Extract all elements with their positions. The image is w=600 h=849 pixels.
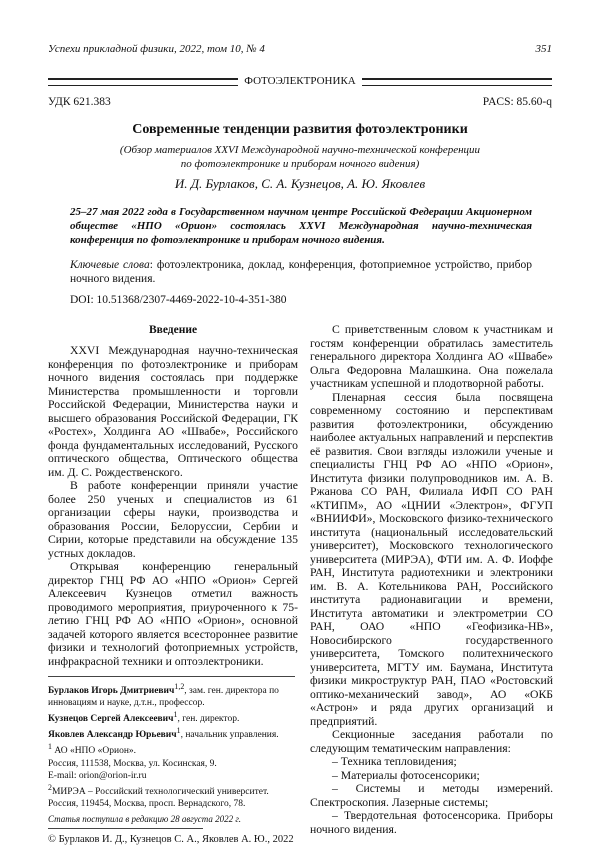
affiliation-address: Россия, 119454, Москва, просп. Вернадского, 78. [48,798,304,810]
topic-item: – Системы и методы измерений. Спектроскопия. Лазерные системы; [310,782,553,809]
keywords [70,258,532,286]
page-number: 351 [536,43,553,55]
intro-heading: Введение [48,323,298,337]
udc-code: УДК 621.383 [48,96,111,108]
author-note: Яковлев Александр Юрьевич1, начальник управления. [48,725,304,741]
article-title: Современные тенденции развития фотоэлектроники [0,122,600,138]
article-subtitle [0,143,600,171]
left-column-stack [48,323,298,846]
email[interactable]: E-mail: orion@orion-ir.ru [48,770,304,782]
left-column [48,344,298,668]
footnote-divider [48,676,295,677]
subtitle-line: (Обзор материалов XXVI Международной научно-технической конференции [0,143,600,157]
affiliation: 2МИРЭА – Российский технологический университет. [48,782,304,798]
paragraph: Пленарная сессия была посвящена современному состоянию и перспективам развития фотоэлектроники, обсуждению наиболее актуальных направлений и перспектив её развития. Свои взгляды изложили ученые и специалисты ГНЦ РФ АО «НПО «Орион», Института физики полупроводников им. А. В. Ржанова СО РАН, Филиала ИФП СО РАН «КТИПМ», АО «ЦНИИ «Электрон», ФГУП «ВНИИФИ», Московского физико-технического института (национальный исследовательский университет), Московского технологического университета (МИРЭА), ФТИ им. А. Ф. Иоффе РАН, Института радиотехники и электроники им. В. А. Котельникова РАН, Российского института радионавигации и времени, Института автоматики и электрометрии СО РАН, ОАО «НПО «Геофизика-НВ», Новосибирского государственного университета, Томского политехнического университета, МГТУ им. Баумана, Института физики микроструктур РАН, ПАО «Ростовский оптико-механический завод», АО «ОКБ «Астрон» и ряда других организаций и предприятий. [310,391,553,729]
copyright-divider [48,828,203,829]
authors: И. Д. Бурлаков, С. А. Кузнецов, А. Ю. Яковлев [0,176,600,192]
section-name: ФОТОЭЛЕКТРОНИКА [0,75,600,87]
affiliation-address: Россия, 111538, Москва, ул. Косинская, 9. [48,758,304,770]
author-note: Бурлаков Игорь Дмитриевич1,2, зам. ген. директора по инновациям и науке, д.т.н., профессор. [48,681,304,709]
received-date: Статья поступила в редакцию 28 августа 2022 г. [48,813,298,825]
right-column [310,323,553,836]
subtitle-line: по фотоэлектронике и приборам ночного видения) [0,157,600,171]
doi: DOI: 10.51368/2307-4469-2022-10-4-351-380 [70,294,287,306]
paragraph: С приветственным словом к участникам и гостям конференции обратилась заместитель генерального директора Холдинга АО «Швабе» Ольга Федоровна Малашкина. Она пожелала участникам успешной и плодотворной работы. [310,323,553,391]
paragraph: В работе конференции приняли участие более 250 ученых и специалистов из 61 организации сферы науки, производства и образования России, Белоруссии, Сербии и Сирии, которые представили на обсуждение 135 устных докладов. [48,479,298,560]
author-note: Кузнецов Сергей Алексеевич1, ген. директор. [48,709,304,725]
copyright: © Бурлаков И. Д., Кузнецов С. А., Яковлев А. Ю., 2022 [48,833,298,846]
author-footnotes [48,681,304,810]
topic-item: – Твердотельная фотосенсорика. Приборы ночного видения. [310,809,553,836]
abstract: 25–27 мая 2022 года в Государственном научном центре Российской Федерации Акционерном обществе «НПО «Орион» состоялась XXVI Международная научно-техническая конференция по фотоэлектронике и приборам ночного видения. [70,205,532,247]
paragraph: Секционные заседания работали по следующим тематическим направления: [310,728,553,755]
pacs-code: PACS: 85.60-q [483,96,552,108]
affiliation: 1 АО «НПО «Орион». [48,741,304,757]
paragraph: XXVI Международная научно-техническая конференция по фотоэлектронике и приборам ночного видения состоялась при поддержке Министерства промышленности и торговли Российской Федерации, Министерства науки и высшего образования Российской Федерации, ГК «Ростех», Холдинга АО «Швабе», Российского фонда фундаментальных исследований, Русского оптического общества, Оптического общества им. Д. С. Рождественского. [48,344,298,479]
keywords-text: : фотоэлектроника, доклад, конференция, фотоприемное устройство, прибор ночного видения. [70,259,532,285]
topic-item: – Техника тепловидения; [310,755,553,769]
topic-item: – Материалы фотосенсорики; [310,769,553,783]
keywords-label: Ключевые слова [70,259,150,271]
journal-header: Успехи прикладной физики, 2022, том 10, № 4 [48,43,265,55]
paragraph: Открывая конференцию генеральный директор ГНЦ РФ АО «НПО «Орион» Сергей Алексеевич Кузнецов отметил важность проводимого мероприятия, приуроченного к 75-летию ГНЦ РФ АО «НПО «Орион», основной задачей которого является всестороннее развитие физики и технологий фотоприемных устройств, инфракрасной техники и оптоэлектроники. [48,560,298,668]
